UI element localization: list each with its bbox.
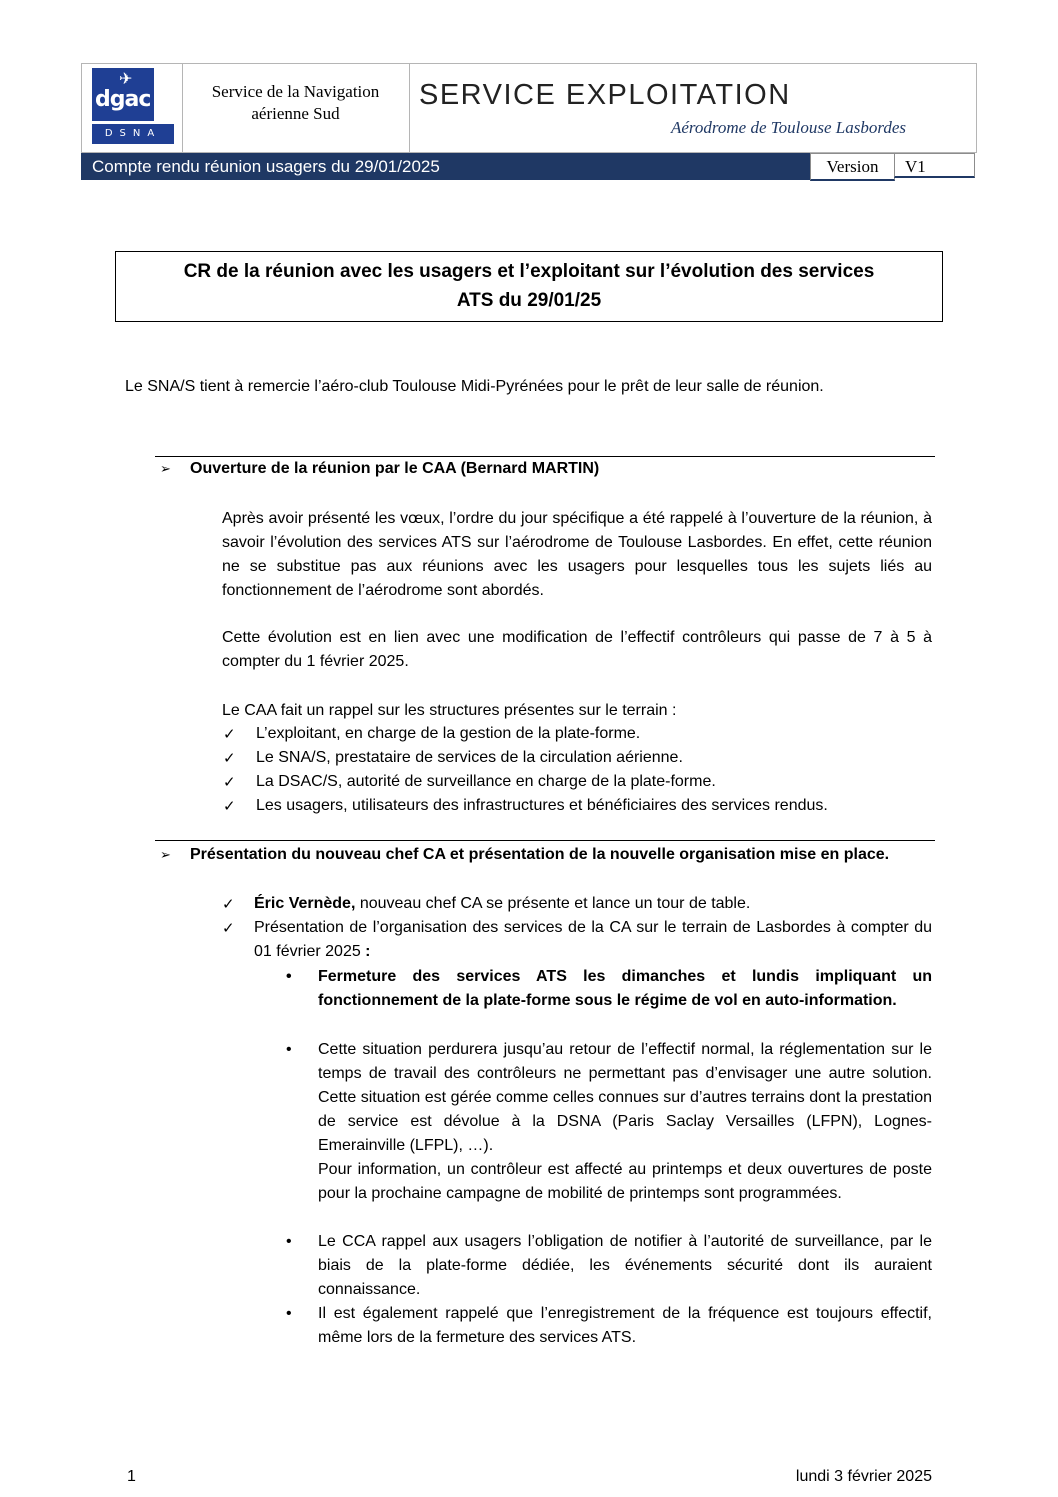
bullet-icon: • xyxy=(286,1233,292,1250)
check-icon: ✓ xyxy=(223,773,236,791)
logo-text: dgac xyxy=(95,87,151,112)
page-number: 1 xyxy=(127,1468,136,1485)
bullet-item: • Fermeture des services ATS les dimanches et lundis impliquant un fonctionnement de la plate-forme sous le régime de vol en auto-information. xyxy=(318,965,932,1013)
intro-paragraph: Le SNA/S tient à remercie l’aéro-club Toulouse Midi-Pyrénées pour le prêt de leur salle de réunion. xyxy=(125,378,824,395)
paragraph: Le CAA fait un rappel sur les structures présentes sur le terrain : xyxy=(222,702,677,719)
section-heading-text: Présentation du nouveau chef CA et présentation de la nouvelle organisation mise en place. xyxy=(190,846,890,863)
bullet-item: • Le CCA rappel aux usagers l’obligation de notifier à l’autorité de surveillance, par le biais de la plate-forme dédiée, les événements sécurité dont ils auraient connaissance. xyxy=(318,1230,932,1302)
check-item: ✓ L’exploitant, en charge de la gestion de la plate-forme. xyxy=(256,722,640,746)
check-icon: ✓ xyxy=(223,797,236,815)
bullet-icon: • xyxy=(286,1041,292,1058)
check-item: ✓ Présentation de l’organisation des services de la CA sur le terrain de Lasbordes à compter du 01 février 2025 : xyxy=(254,916,932,964)
section-divider xyxy=(155,456,935,457)
bird-icon: ✈ xyxy=(119,69,133,88)
check-icon: ✓ xyxy=(222,895,235,913)
check-item: ✓ Le SNA/S, prestataire de services de la circulation aérienne. xyxy=(256,746,683,770)
bullet-continuation: Pour information, un contrôleur est affecté au printemps et deux ouvertures de poste pour la prochaine campagne de mobilité de printemps sont programmées. xyxy=(318,1161,932,1202)
service-line-2: aérienne Sud xyxy=(251,104,340,123)
footer-date: lundi 3 février 2025 xyxy=(795,1468,932,1485)
check-icon: ✓ xyxy=(223,725,236,743)
doc-title-line-1: CR de la réunion avec les usagers et l’exploitant sur l’évolution des services xyxy=(183,261,875,282)
header-subtitle: Aérodrome de Toulouse Lasbordes xyxy=(670,118,906,137)
arrow-bullet-icon: ➢ xyxy=(160,462,171,477)
header-bar xyxy=(81,153,977,180)
doc-title-line-2: ATS du 29/01/25 xyxy=(456,290,602,311)
version-value: V1 xyxy=(894,153,975,178)
version-label: Version xyxy=(810,153,895,181)
service-name-cell xyxy=(182,64,410,152)
section-heading-text: Ouverture de la réunion par le CAA (Bernard MARTIN) xyxy=(190,460,600,477)
title-cell xyxy=(409,64,976,152)
header-title: SERVICE EXPLOITATION xyxy=(419,79,791,111)
document-title-box xyxy=(115,251,943,322)
bullet-icon: • xyxy=(286,1305,292,1322)
check-item: ✓ Éric Vernède, nouveau chef CA se présente et lance un tour de table. xyxy=(254,892,932,916)
arrow-bullet-icon: ➢ xyxy=(160,848,171,863)
report-title-bar xyxy=(81,153,810,180)
bullet-item: • Cette situation perdurera jusqu’au retour de l’effectif normal, la réglementation sur le temps de travail des contrôleurs ne permettant pas d’envisager une autre solution. Cette situation est gérée comme celles connues sur d’autres terrains dont la prestation de service est dévolue à la DSNA (Paris Saclay Versailles (LFPN), Lognes-Emerainville (LFPL), …). Pour information, un contrôleur est affecté au printemps et deux ouvertures de poste pour la prochaine campagne de mobilité de printemps sont programmées. xyxy=(318,1038,932,1206)
bullet-item: • Il est également rappelé que l’enregistrement de la fréquence est toujours effectif, même lors de la fermeture des services ATS. xyxy=(318,1302,932,1350)
section-heading xyxy=(160,460,599,478)
dgac-logo xyxy=(92,68,174,144)
check-item: ✓ Les usagers, utilisateurs des infrastructures et bénéficiaires des services rendus. xyxy=(256,794,828,818)
check-item: ✓ La DSAC/S, autorité de surveillance en charge de la plate-forme. xyxy=(256,770,716,794)
section-divider xyxy=(155,840,935,841)
paragraph: Après avoir présenté les vœux, l’ordre du jour spécifique a été rappelé à l’ouverture de la réunion, à savoir l’évolution des services ATS sur l’aérodrome de Toulouse Lasbordes. En effet, cette réunion ne se substitue pas aux réunions avec les usagers pour lesquelles tous les sujets liés au fonctionnement de l’aérodrome sont abordés. xyxy=(222,510,932,599)
check-icon: ✓ xyxy=(223,749,236,767)
logo-subtext: DSNA xyxy=(92,124,174,144)
report-title: Compte rendu réunion usagers du 29/01/2025 xyxy=(92,157,440,176)
paragraph: Cette évolution est en lien avec une modification de l’effectif contrôleurs qui passe de 7 à 5 à compter du 1 février 2025. xyxy=(222,629,932,670)
section-heading xyxy=(160,846,889,864)
bullet-icon: • xyxy=(286,968,292,985)
check-icon: ✓ xyxy=(222,919,235,937)
document-header xyxy=(81,63,977,153)
logo-cell xyxy=(82,64,183,152)
service-line-1: Service de la Navigation xyxy=(211,82,380,101)
